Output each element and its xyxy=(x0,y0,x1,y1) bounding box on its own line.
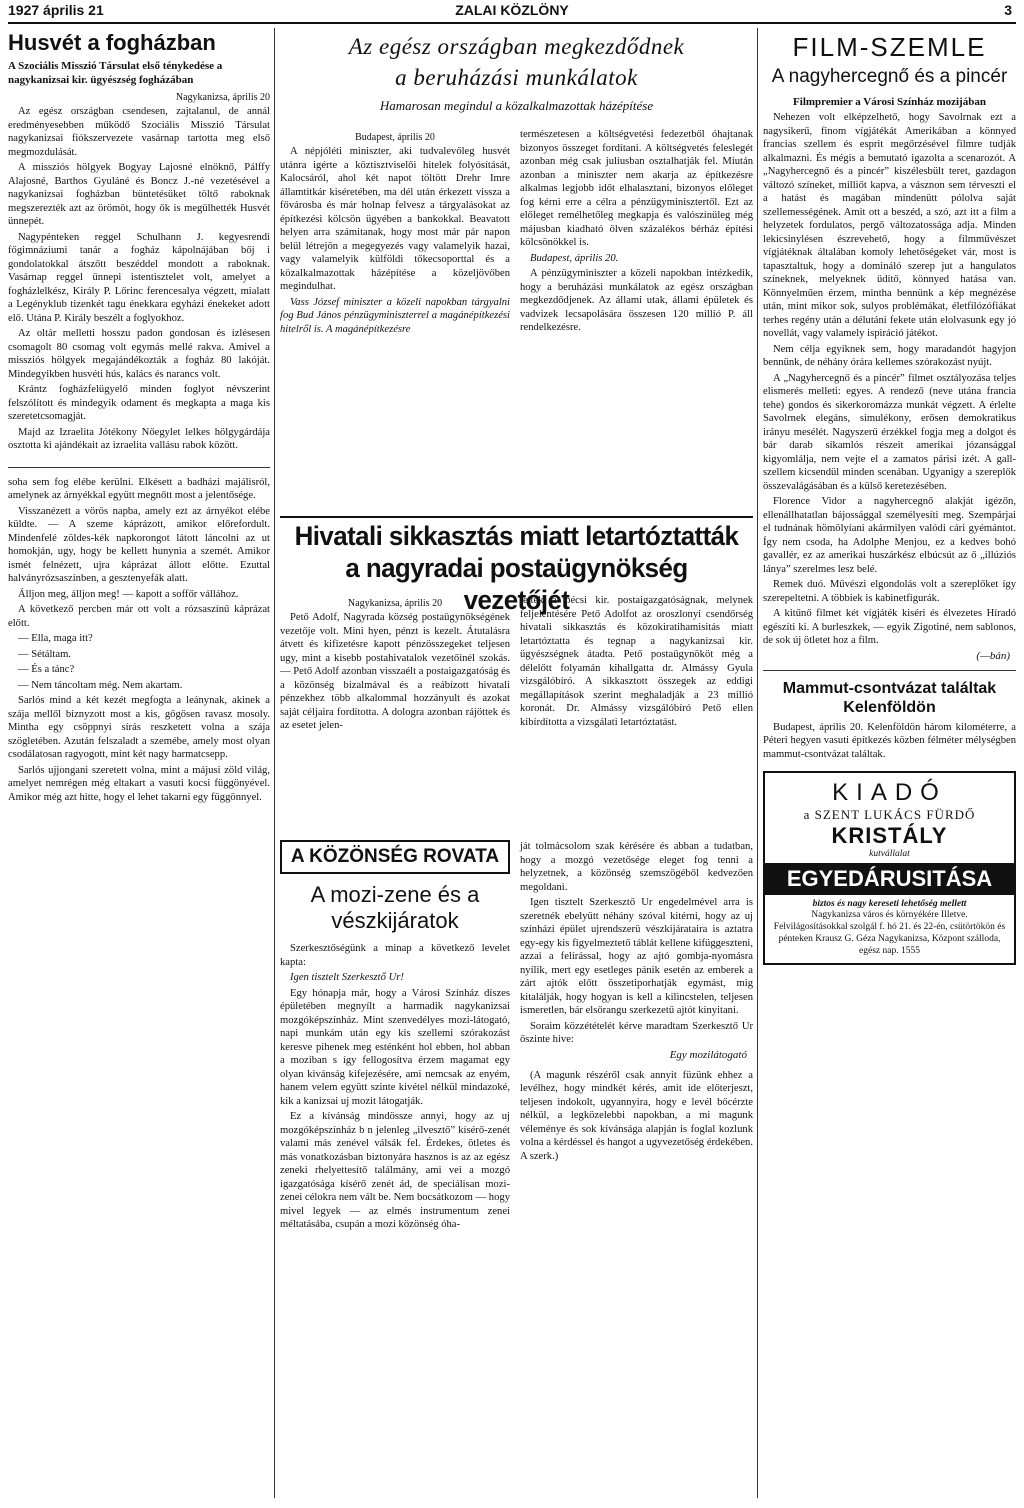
header-date: 1927 április 21 xyxy=(8,2,104,18)
paragraph: ját tolmácsolom szak kérésére és abban a tudatban, hogy a mozgó vezetősége eleget fog tenni a helyzetnek, a közönség szemszögéből kedvezően megoldani. xyxy=(520,841,753,893)
film-signature: (—bán) xyxy=(976,649,1010,662)
dateline-beruhazas: Budapest, április 20 xyxy=(355,132,435,143)
header-page-number: 3 xyxy=(1004,2,1012,18)
paragraph: Nem célja egyiknek sem, hogy maradandót hagyjon bennünk, de néhány órára kellemes szórakozást nyújt. xyxy=(763,343,1016,368)
paragraph: Remek duó. Művészi elgondolás volt a szereplőket így szerepeltetni. A többiek is kabinetfigurák. xyxy=(763,579,1016,604)
paragraph: A pénzügyminiszter a közeli napokban intézkedik, hogy a beruházási munkálatok az egész országban megkezdődjenek. Az állami utak, állami épületek és vadvizek lecsapolására összesen 120 millió P. áll rendelkezésre. xyxy=(520,268,753,333)
article-title-husvet: Husvét a fogházban xyxy=(8,30,216,55)
dateline-beruhazas-2: Budapest, április 20. xyxy=(530,252,619,264)
paragraph: Krántz fogházfelügyelő minden foglyot névszerint felszólított és mindegyik odament és megkapta a maga kis szeretetcsomagját. xyxy=(8,384,270,422)
paragraph: Igen tisztelt Szerkesztő Ur engedelmével arra is szeretnék ebelyütt néhány szóval kitérni, hogy az uj színházi épület ujrendszerü vészkijárataira is aztatra egy-egy kis figyelmeztető táblát kellene kifüggeszteni, azzai a felírással, hogy az ajtó gombja-nyomásra nyílik, mert egy esetleges pánik esetén az emberek a zárt ajtók előtt összetiporhatják egymást, mig kitalálják, hogy hogyan is kell a kilincstelen, teljesen ismeretlen, bár elsőrangu szerkezetű ajtót kinyitani. xyxy=(520,897,753,1016)
paragraph: Nagypénteken reggel Schulhann J. kegyesrendi főgimnáziumi tanár a fogház kápolnájában bőj i gondolatokkal átszőtt beszéddel mondott a raboknak. Vasárnap reggel ünnepi istentisztelet volt, amelyet a fogházlelkész, Király P. Lőrinc ferencesalya végzett, mialatt a Legényklub tizenkét tagu énekkara egyházi énekeket adott elő. Utána P. Király beszélt a foglyokhoz. xyxy=(8,231,270,324)
paragraph: Soraim közzétételét kérve maradtam Szerkesztő Ur őszinte hive: xyxy=(520,1020,753,1045)
ad-line3: Nagykanizsa város és környékére Illetve. xyxy=(811,910,968,920)
paragraph: Szerkesztőségünk a minap a következő levelet kapta: xyxy=(280,943,510,968)
paragraph: — És a tánc? xyxy=(18,664,75,675)
paragraph: Ez a kívánság mindössze annyi, hogy az uj mozgóképszínház b n jelenleg „ilvesztő” kísérő-zenét valami más zenével válsák fel. Érdekes, ötletes és más vonatkozásban biztonyára hasznos is az az egész zeneki rhelyettesítő találmány, ami vei a mozgó igazgatósága kísérő zenét ád, de speciálisan mozi-zenei célokra nem vált be. Nem bocsátkozom — hogy mivel legyek — az elmés instrumentum zenei méltatásába, csupán a mozi közönség óha- xyxy=(280,1111,510,1230)
paragraph: — Ella, maga itt? xyxy=(18,633,93,644)
dateline-sikkasztas: Nagykanizsa, április 20 xyxy=(347,598,443,609)
paragraph: természetesen a költségvetési fedezetből óhajtanak bizonyos összeget fordítani. A költségvetés feleslegét azonban még csak juliusban osztalhatják fel. Miután azonban a miniszter nem akarja az építkezésre alkalmas legjobb időt elhalasztani, bizonyos előleget fog kérni erre a célra a pénzügyminisztertől. Ezt az előleget remélhetőleg megkapja és valószínüleg még májusban kiadható ölven százalékos bérház építési kölcsönökkel is. xyxy=(520,129,753,248)
divider xyxy=(763,670,1016,671)
beruhazas-right-column xyxy=(520,128,753,513)
sikkasztas-left-column xyxy=(280,594,510,844)
paragraph: Nehezen volt elképzelhető, hogy Savolrnak ezt a nagysikerű, finom vígjátékát Amerikában a könnyed francias szellem és esprit megőrzésével filmre tudják alkalmazni. És mégis a bemutató igazolta a scenarozót. A „Nagyhercegnő és a pincér” kiszélesbült teret, gazdagon változó színeket, milliőt kapva, a vásznon sem térveszti el a hatást és magában mindenütt pólolva saját szellemességének. Amit ott a beszéd, a szó, azt itt a film a helyzetek fordulatos, pergő változatossága adja. Minden lekicsinylésen észrevehető, hogy a filmművészet vígjátéknak általában komoly lehetőségeket vár, most is tapasztaltuk, hogy a domináló szerep jut a hangulatos színeknek, melyeknek üdítő, könnyed hatása van. Könnyelműen érzem, mintha bennünk a kép megnézése után, mint mikor sok, sulyos problémákat, életfilózófiákat terhes regény után a délutáni fekete után elolvasunk egy jó novellát, vagy valamely ispiráció játékot. xyxy=(763,112,1016,339)
article-title-sikkasztas: Hivatali sikkasztás miatt letartóztatták a nagyradai postaügynökség vezetőjét xyxy=(294,521,739,615)
paragraph: A következő percben már ott volt a rózsaszínű káprázat előtt. xyxy=(8,604,270,629)
editor-note: (A magunk részéről csak annyit füzünk ehhez a levélhez, hogy mindkét kérés, amit ide előterjeszt, teljesen indokolt, ugyannyira, hogy e levél bőcérzte nélkül, a legközelebbi napokban, a mi magunk véleménye és sok kívánsága alapján is foglal kozlunk volna a kérdéssel és hangot a ugyvezetőség érdekében. A szerk.) xyxy=(520,1069,753,1162)
article-title-beruhazas-2: a beruházási munkálatok xyxy=(395,65,638,90)
column-right xyxy=(763,28,1016,1498)
ad-kristaly: KRISTÁLY xyxy=(831,823,948,848)
beruhazas-left-column xyxy=(280,128,510,513)
paragraph: soha sem fog elébe kerülni. Elkésett a badházi majálisról, amelynek az árnyékkal együtt megnőtt most a jelentősége. xyxy=(8,476,270,501)
rovat-right-column xyxy=(520,840,753,1500)
paragraph: Budapest, április 20. Kelenföldön három kilométerre, a Péteri hegyen vasuti építkezés közben félméter mélységben mammut-csontvázat találtak. xyxy=(763,721,1016,760)
paragraph: Pető Adolf, Nagyrada község postaügynökségének vezetője volt. Mini hyen, pénzt is kezelt. Átutalásra átvett és kifizetésre kapott pénzösszegeket teljesen ugy, mint a kisebb postahivatalok vezetőinél szokás. — Pető Adolf azonban visszaélt a postaigazgatóság és a közönség bizalmával és a reábízott hivatali pénzekhez több alkalommal hozzányult és azokat saját céljaira fordította. A dologra azonban rájöttek és az esetet jelen- xyxy=(280,612,510,731)
paragraph: Az oltár melletti hosszu padon gondosan és ízlésesen csomagolt 80 csomag volt egymás mellé rakva. Amivel a missziós hölgyek megajándékozták a fogház 80 lakóját. Mindegyikben husvéti hús, kalács és narancs volt. xyxy=(8,328,270,380)
paragraph: Sarlós mind a két kezét megfogta a leánynak, akinek a szája mellől biznyzott most a kis, gőgösen ravasz mosoly. Mintha egy csöppnyi sírás reszketett volna a szája szögletében. Azután felszaladt a szemébe, amely most olyan csodálatosan ragyogott, mint két nagy harmatcsepp. xyxy=(8,695,270,760)
paragraph: Az egész országban csendesen, zajtalanul, de annál eredményesebben működő Szociális Misszió Társulat nagykanizsai fiókszervezete vasárnap tartotta meg első megmozdulását. xyxy=(8,106,270,158)
ad-line4: Felvilágosításokkal szolgál f. hó 21. és 22-én, csütörtökön és pénteken Krausz G. Géza Nagykanizsa, Központ szálloda, egész nap. 1555 xyxy=(773,922,1006,956)
paragraph: tették a pécsi kir. postaigazgatóságnak, melynek feljelentésére Pető Adolfot az oroszlonyi csendőrség hivatali sikkasztás és közokiratihamisitás miatt letartóztatta és tegnap a nagykanizsai kir. ügyészségnek átadta. Pető postaügynököt még a délelőtt folyamán kihallgatta dr. Almássy Gyula vizsgálóbíró. A sikkasztott összegek az eddigi megállapítások szerint meghaladják a 23 millió koronát. Dr. Almássy vizsgálóbíró Pető ellen kibírdította a vizsgálati letartóztatást. xyxy=(520,595,753,728)
ad-egyedarusitasa: EGYEDÁRUSITÁSA xyxy=(765,863,1014,895)
paragraph: Álljon meg, álljon meg! — kapott a soffőr vállához. xyxy=(18,588,239,600)
article-title-mammut: Mammut-csontvázat találtak Kelenföldön xyxy=(782,679,997,716)
header-title: ZALAI KÖZLÖNY xyxy=(455,2,569,18)
section-title-film-szemle: FILM-SZEMLE xyxy=(792,32,987,62)
paragraph: A „Nagyhercegnő és a pincér” filmet osztályozása teljes elismerés melleti: egyes. A rendező (neve utána francia tehe) gondos és sikerkoromázza munkát végzett. A érlelte Savolrnek elegáns, simulékony, erősen demokratikus irányu mesélét. Nagyszerű érzékkel fogja meg a dolgot és bár darab sikamlós részeit amerikai józansággal kigyomlálja, nem vejte el a zamatos párisi izét. A gall-szellem kicsendül minden scenában. Ugyanigy a szereplők összevalágásában és a külső keretezésében. xyxy=(763,372,1016,492)
paragraph: Majd az Izraelita Jótékony Nőegylet lelkes hölgygárdája osztotta ki ajándékait az izraelita vallásu rabok között. xyxy=(8,426,270,451)
paragraph: — Nem táncoltam még. Nem akartam. xyxy=(18,679,183,691)
column-rule-2 xyxy=(757,28,758,1498)
paragraph: Florence Vidor a nagyhercegnő alakját igézőn, ellenállhatatlan bájossággal személyesíti meg. Szempárjai el tudnának hömölyíani akármilyen valódi cári gyémántot. Így nem csoda, ha Adolphe Menjou, ez a kedves bohó gavallér, ez az amerikai huszárkész elbúcsút az ő „illúziós lánya” szerelmes lesz belé. xyxy=(763,496,1016,575)
article-title-beruhazas-1: Az egész országban megkezdődnek xyxy=(348,34,685,59)
salutation: Igen tisztelt Szerkesztő Ur! xyxy=(290,972,404,983)
ad-kiado: KIADÓ xyxy=(832,779,947,806)
column-middle xyxy=(280,28,753,1498)
ad-kutvallalat: kutvállalat xyxy=(869,849,910,859)
ad-line1: a SZENT LUKÁCS FÜRDŐ xyxy=(803,807,976,822)
dateline-husvet: Nagykanizsa, április 20 xyxy=(175,92,270,103)
column-left xyxy=(8,28,270,1498)
article-title-mozizene: A mozi-zene és a vészkijáratok xyxy=(310,882,480,933)
advertisement-kristaly xyxy=(763,771,1016,965)
sikkasztas-right-column xyxy=(520,594,753,844)
paragraph: A missziós hölgyek Bogyay Lajosné elnöknő, Pálffy Alajosné, Barthos Gyuláné és Boncz J.-né vezetésével a nagykanizsai fogházban büntetésüket töltő raboknak megszerezték azt az örömöt, hogy ők is megülhették Husvét ünnepét. xyxy=(8,162,270,227)
paragraph: Sarlós ujjongani szeretett volna, mint a májusi zöld világ, amelyet nemrégen még eltakart a vasuti kocsi függönyével. Amikor még azt hitte, hogy el lehet takarni egy függönnyel. xyxy=(8,764,270,803)
column-rule-1 xyxy=(274,28,275,1498)
ad-line2: biztos és nagy kereseti lehetőség mellett xyxy=(812,899,967,909)
rovat-left-column xyxy=(280,840,510,1500)
paragraph: A kitűnő filmet két vígjáték kiséri és élvezetes Híradó egészíti ki. A burleszkek, — egyik Zigotiné, nem sablonos, de sok új ötletet hoz a film. xyxy=(763,608,1016,646)
signature: Egy mozilátogató xyxy=(669,1048,747,1061)
article-subtitle-husvet: A Szociális Misszió Társulat első ténykedése a nagykanizsai kir. ügyészség fogházában xyxy=(8,60,223,86)
paragraph: — Sétáltam. xyxy=(18,648,71,660)
paragraph: Vass József miniszter a közeli napokban tárgyalni fog Bud János pénzügyminiszterrel a magánépítkezési hitelről is. A magánépítkezésre xyxy=(280,296,510,335)
section-box-kozonseg-rovata: A KÖZÖNSÉG ROVATA xyxy=(280,840,510,874)
divider xyxy=(8,467,270,468)
paragraph: Egy hónapja már, hogy a Városi Színház díszes épületében megnyílt a harmadik nagykanizsai mozgóképszínház. Mint szenvedélyes mozi-látogató, napi munkám után egy kis szellemi szórakozást keresve pihenek meg esténként hol ebben, hol abban a moziban s így fellogosítva érzem magamat egy olyan kivánság kifejezésére, ami nemcsak az enyém, hanem velem együtt szinte kivétel nélkül mindazoké, kik a kanizsai uj mozit látogatják. xyxy=(280,987,510,1107)
paragraph: A népjóléti miniszter, aki tudvalevőleg husvét utánra igérte a köztisztviselői hitelek folyósítását, Kalocsáról, ahol két napot töltött Drehr Imre államtitkár kiséretében, ma dél után érkezett vissza a fővárosba és már holnap felvesz a tárgyalásokat az építkezési kölcsön ügyében a bankokkal. Beavatott helyen arra számitanak, hogy most már pár napon belül létrejön a megegyezés vagy valamelyik hazai, vagy valamelyik külföldi tőkecsoporttal és a közalkalmazottak házépítése a közeljövőben megindulhat. xyxy=(280,146,510,292)
paragraph: Visszanézett a vörös napba, amely ezt az árnyékot elébe küldte. — A szeme káprázott, amikor előrefordult. Mindenfelé zöldes-kék napkorongot látott láncolni az ut homokján, ugy, hogy be kellett hunynia a szemét. Amikor ismét felnézett, ujra káprázat állott előtte. Ezuttal halványrózsaszínben, a gesztenyefák alatt. xyxy=(8,505,270,584)
page-header xyxy=(8,0,1016,24)
article-subtitle-filmpremier: Filmpremier a Városi Színház mozijában xyxy=(793,96,986,108)
article-title-nagyhercegno: A nagyhercegnő és a pincér xyxy=(771,66,1008,87)
article-subtitle-beruhazas: Hamarosan megindul a közalkalmazottak házépítése xyxy=(379,98,654,113)
